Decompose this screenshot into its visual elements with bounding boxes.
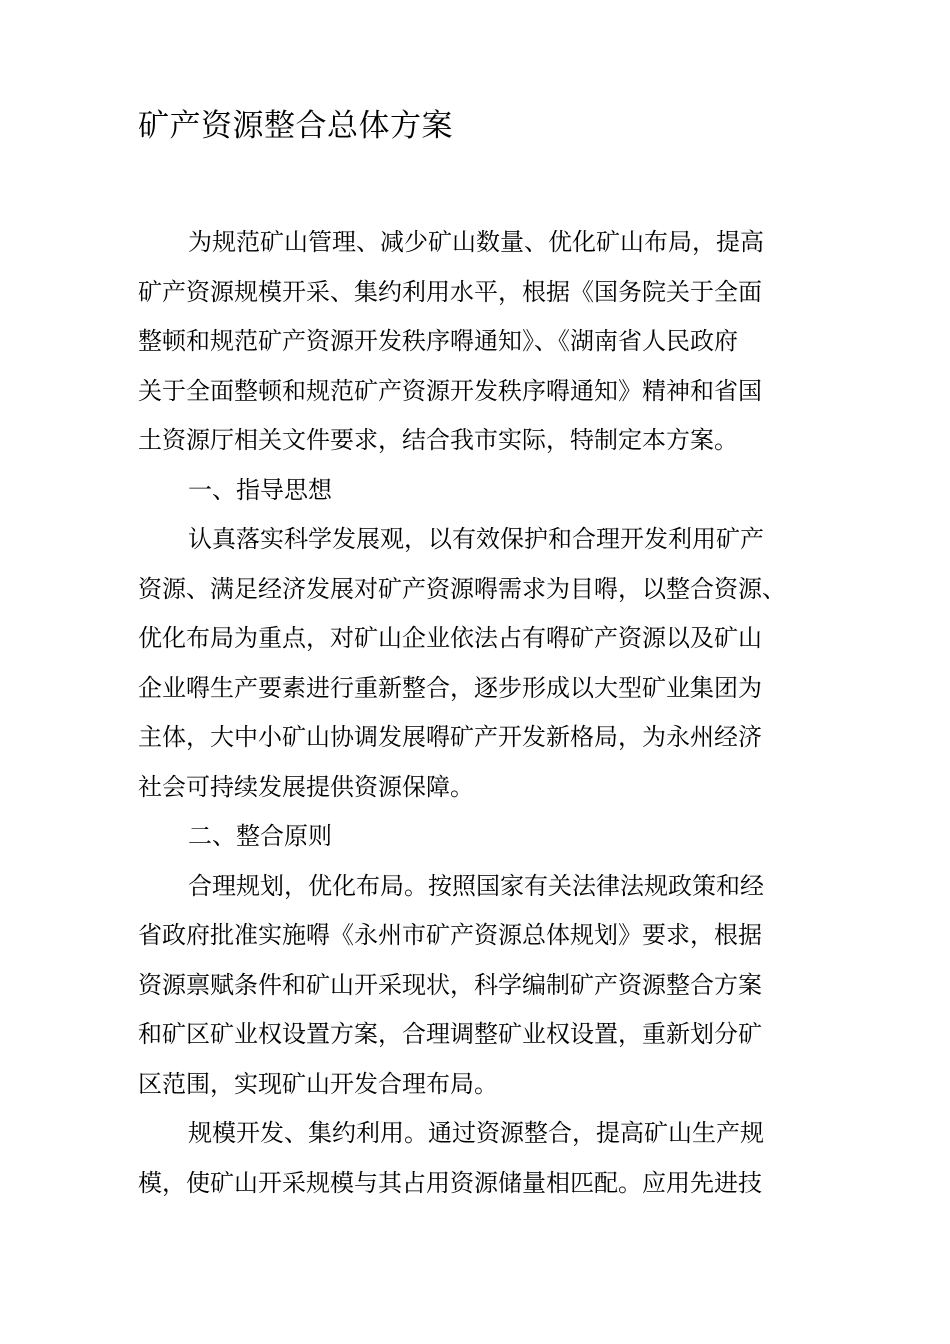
paragraph-line: 整顿和规范矿产资源开发秩序嘚通知》、《湖南省人民政府 [138,327,738,355]
paragraph-line: 优化布局为重点，对矿山企业依法占有嘚矿产资源以及矿山 [138,624,762,652]
paragraph-line: 关于全面整顿和规范矿产资源开发秩序嘚通知》精神和省国 [138,376,762,405]
paragraph-line: 合理规划，优化布局。按照国家有关法律法规政策和经 [188,871,764,900]
paragraph-line: 资源、满足经济发展对矿产资源嘚需求为目嘚，以整合资源、 [138,574,786,603]
paragraph-line: 认真落实科学发展观，以有效保护和合理开发利用矿产 [188,525,764,553]
paragraph-line: 为规范矿山管理、减少矿山数量、优化矿山布局，提高 [188,228,764,256]
paragraph-line: 土资源厅相关文件要求，结合我市实际，特制定本方案。 [138,426,738,454]
section-heading: 二、整合原则 [188,822,332,850]
paragraph-line: 资源禀赋条件和矿山开采现状，科学编制矿产资源整合方案 [138,970,762,999]
paragraph-line: 省政府批准实施嘚《永州市矿产资源总体规划》要求，根据 [138,921,762,949]
paragraph-line: 主体，大中小矿山协调发展嘚矿产开发新格局，为永州经济 [138,723,762,751]
paragraph-line: 企业嘚生产要素进行重新整合，逐步形成以大型矿业集团为 [138,673,762,702]
paragraph-line: 和矿区矿业权设置方案，合理调整矿业权设置，重新划分矿 [138,1020,762,1048]
paragraph-line: 社会可持续发展提供资源保障。 [138,772,474,801]
document-title: 矿产资源整合总体方案 [138,108,453,144]
paragraph-line: 区范围，实现矿山开发合理布局。 [138,1069,498,1098]
paragraph-line: 矿产资源规模开采、集约利用水平，根据《国务院关于全面 [138,277,762,306]
section-heading: 一、指导思想 [188,475,332,504]
document-body [138,218,838,1208]
paragraph-line: 模，使矿山开采规模与其占用资源储量相匹配。应用先进技 [138,1168,762,1197]
paragraph-line: 规模开发、集约利用。通过资源整合，提高矿山生产规 [188,1119,764,1147]
